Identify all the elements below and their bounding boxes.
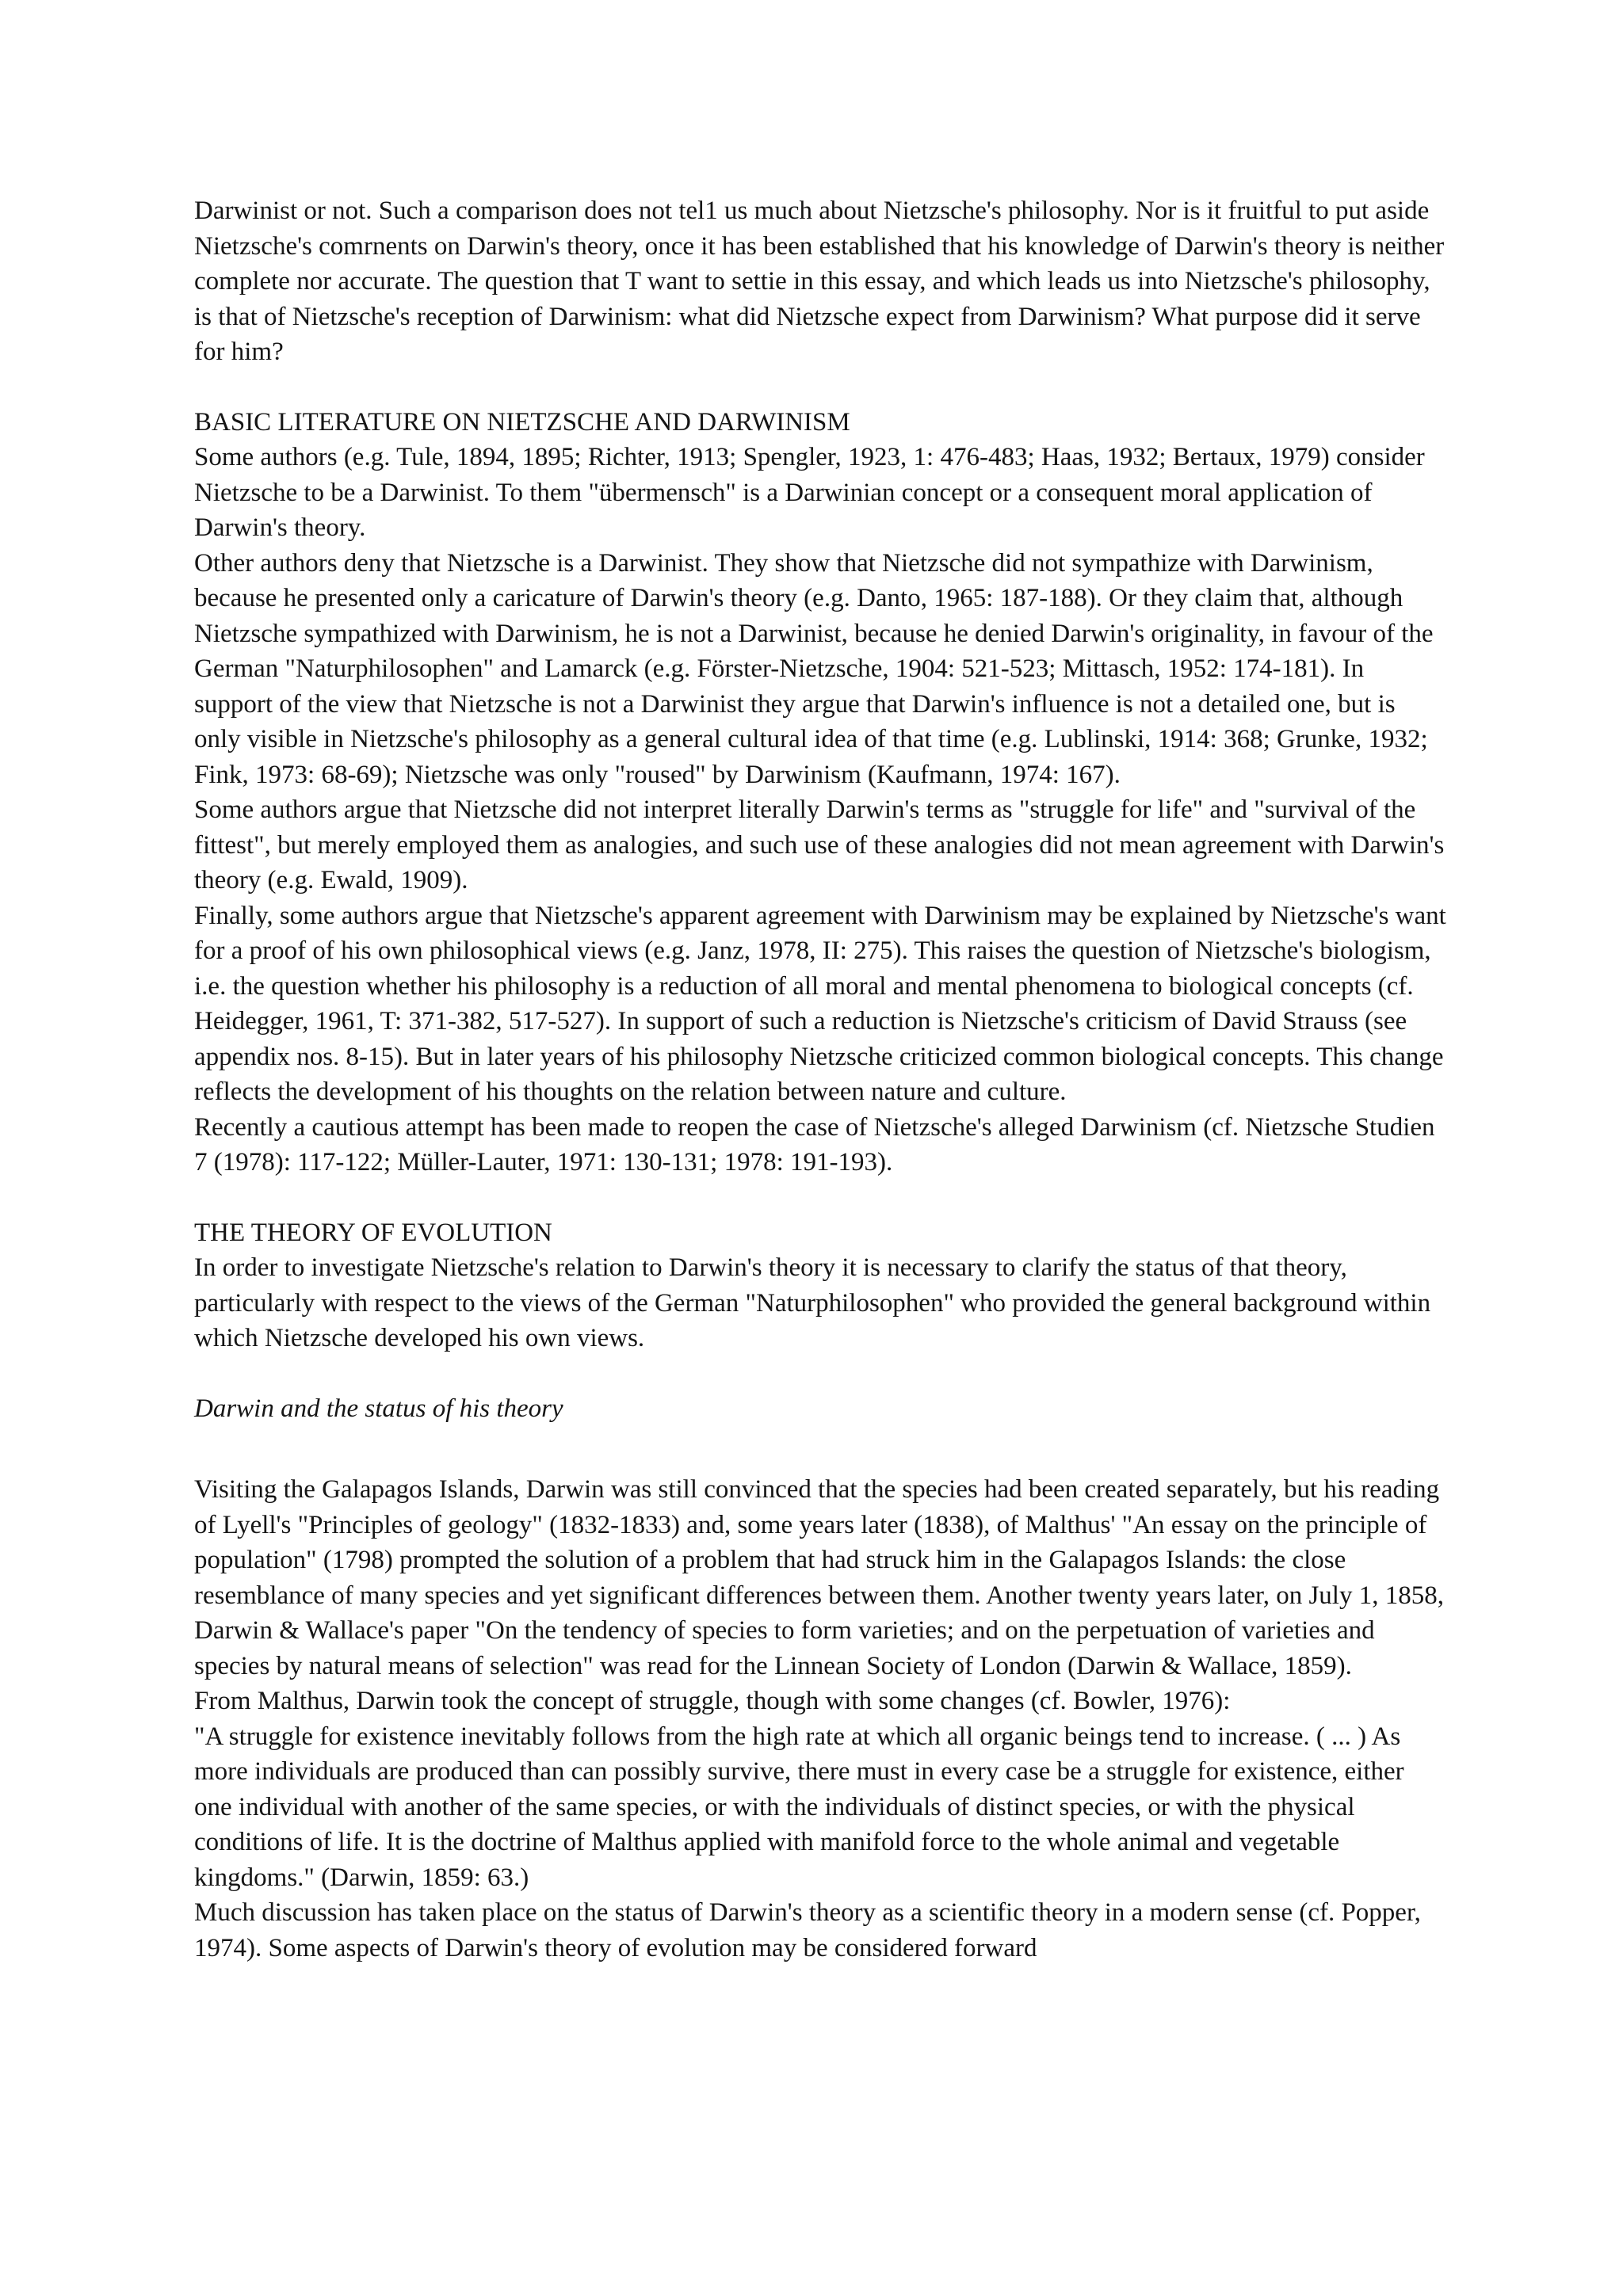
- literature-paragraph-2: Other authors deny that Nietzsche is a Darwinist. They show that Nietzsche did not sympathize with Darwinism, because he presented only a caricature of Darwin's theory (e.g. Danto, 1965: 187-188). Or they claim that, although Nietzsche sympathized with Darwinism, he is not a Darwinist, because he denied Darwin's originality, in favour of the German "Naturphilosophen" and Lamarck (e.g. Förster-Nietzsche, 1904: 521-523; Mittasch, 1952: 174-181). In support of the view that Nietzsche is not a Darwinist they argue that Darwin's influence is not a detailed one, but is only visible in Nietzsche's philosophy as a general cultural idea of that time (e.g. Lublinski, 1914: 368; Grunke, 1932; Fink, 1973: 68-69); Nietzsche was only "roused" by Darwinism (Kaufmann, 1974: 167).: [194, 548, 1434, 789]
- spacer: [194, 1180, 1446, 1215]
- darwin-paragraph-3: Much discussion has taken place on the status of Darwin's theory as a scientific theory in a modern sense (cf. Popper, 1974). Some aspects of Darwin's theory of evolution may be considered forward: [194, 1898, 1421, 1962]
- spacer: [194, 1426, 1446, 1472]
- document-page: [194, 193, 1446, 1966]
- literature-paragraph-5: Recently a cautious attempt has been made to reopen the case of Nietzsche's alleged Darwinism (cf. Nietzsche Studien 7 (1978): 117-122; Müller-Lauter, 1971: 130-131; 1978: 191-193).: [194, 1112, 1435, 1177]
- section-heading-evolution: THE THEORY OF EVOLUTION: [194, 1218, 552, 1247]
- intro-paragraph: Darwinist or not. Such a comparison does not tel1 us much about Nietzsche's philosophy. Nor is it fruitful to put aside Nietzsche's comrnents on Darwin's theory, once it has been established that his knowledge of Darwin's theory is neither complete nor accurate. The question that T want to settie in this essay, and which leads us into Nietzsche's philosophy, is that of Nietzsche's reception of Darwinism: what did Nietzsche expect from Darwinism? What purpose did it serve for him?: [194, 196, 1445, 366]
- literature-paragraph-3: Some authors argue that Nietzsche did not interpret literally Darwin's terms as "struggle for life" and "survival of the fittest", but merely employed them as analogies, and such use of these analogies did not mean agreement with Darwin's theory (e.g. Ewald, 1909).: [194, 795, 1445, 894]
- spacer: [194, 370, 1446, 405]
- darwin-paragraph-1: Visiting the Galapagos Islands, Darwin was still convinced that the species had been created separately, but his reading of Lyell's "Principles of geology" (1832-1833) and, some years later (1838), of Malthus' "An essay on the principle of population" (1798) prompted the solution of a problem that had struck him in the Galapagos Islands: the close resemblance of many species and yet significant differences between them. Another twenty years later, on July 1, 1858, Darwin & Wallace's paper "On the tendency of species to form varieties; and on the perpetuation of varieties and species by natural means of selection" was read for the Linnean Society of London (Darwin & Wallace, 1859).: [194, 1475, 1444, 1680]
- subsection-heading-darwin: Darwin and the status of his theory: [194, 1394, 563, 1423]
- spacer: [194, 1356, 1446, 1391]
- darwin-quote: "A struggle for existence inevitably follows from the high rate at which all organic beings tend to increase. ( ... ) As more individuals are produced than can possibly survive, there must in every case be a struggle for existence, either one individual with another of the same species, or with the individuals of distinct species, or with the physical conditions of life. It is the doctrine of Malthus applied with manifold force to the whole animal and vegetable kingdoms." (Darwin, 1859: 63.): [194, 1722, 1404, 1892]
- section-heading-literature: BASIC LITERATURE ON NIETZSCHE AND DARWINISM: [194, 407, 850, 437]
- literature-paragraph-4: Finally, some authors argue that Nietzsche's apparent agreement with Darwinism may be explained by Nietzsche's want for a proof of his own philosophical views (e.g. Janz, 1978, II: 275). This raises the question of Nietzsche's biologism, i.e. the question whether his philosophy is a reduction of all moral and mental phenomena to biological concepts (cf. Heidegger, 1961, T: 371-382, 517-527). In support of such a reduction is Nietzsche's criticism of David Strauss (see appendix nos. 8-15). But in later years of his philosophy Nietzsche criticized common biological concepts. This change reflects the development of his thoughts on the relation between nature and culture.: [194, 901, 1446, 1106]
- literature-paragraph-1: Some authors (e.g. Tule, 1894, 1895; Richter, 1913; Spengler, 1923, 1: 476-483; Haas, 1932; Bertaux, 1979) consider Nietzsche to be a Darwinist. To them "übermensch" is a Darwinian concept or a consequent moral application of Darwin's theory.: [194, 443, 1425, 542]
- darwin-paragraph-2: From Malthus, Darwin took the concept of struggle, though with some changes (cf. Bowler, 1976):: [194, 1687, 1231, 1715]
- evolution-paragraph: In order to investigate Nietzsche's relation to Darwin's theory it is necessary to clarify the status of that theory, particularly with respect to the views of the German "Naturphilosophen" who provided the general background within which Nietzsche developed his own views.: [194, 1253, 1431, 1352]
